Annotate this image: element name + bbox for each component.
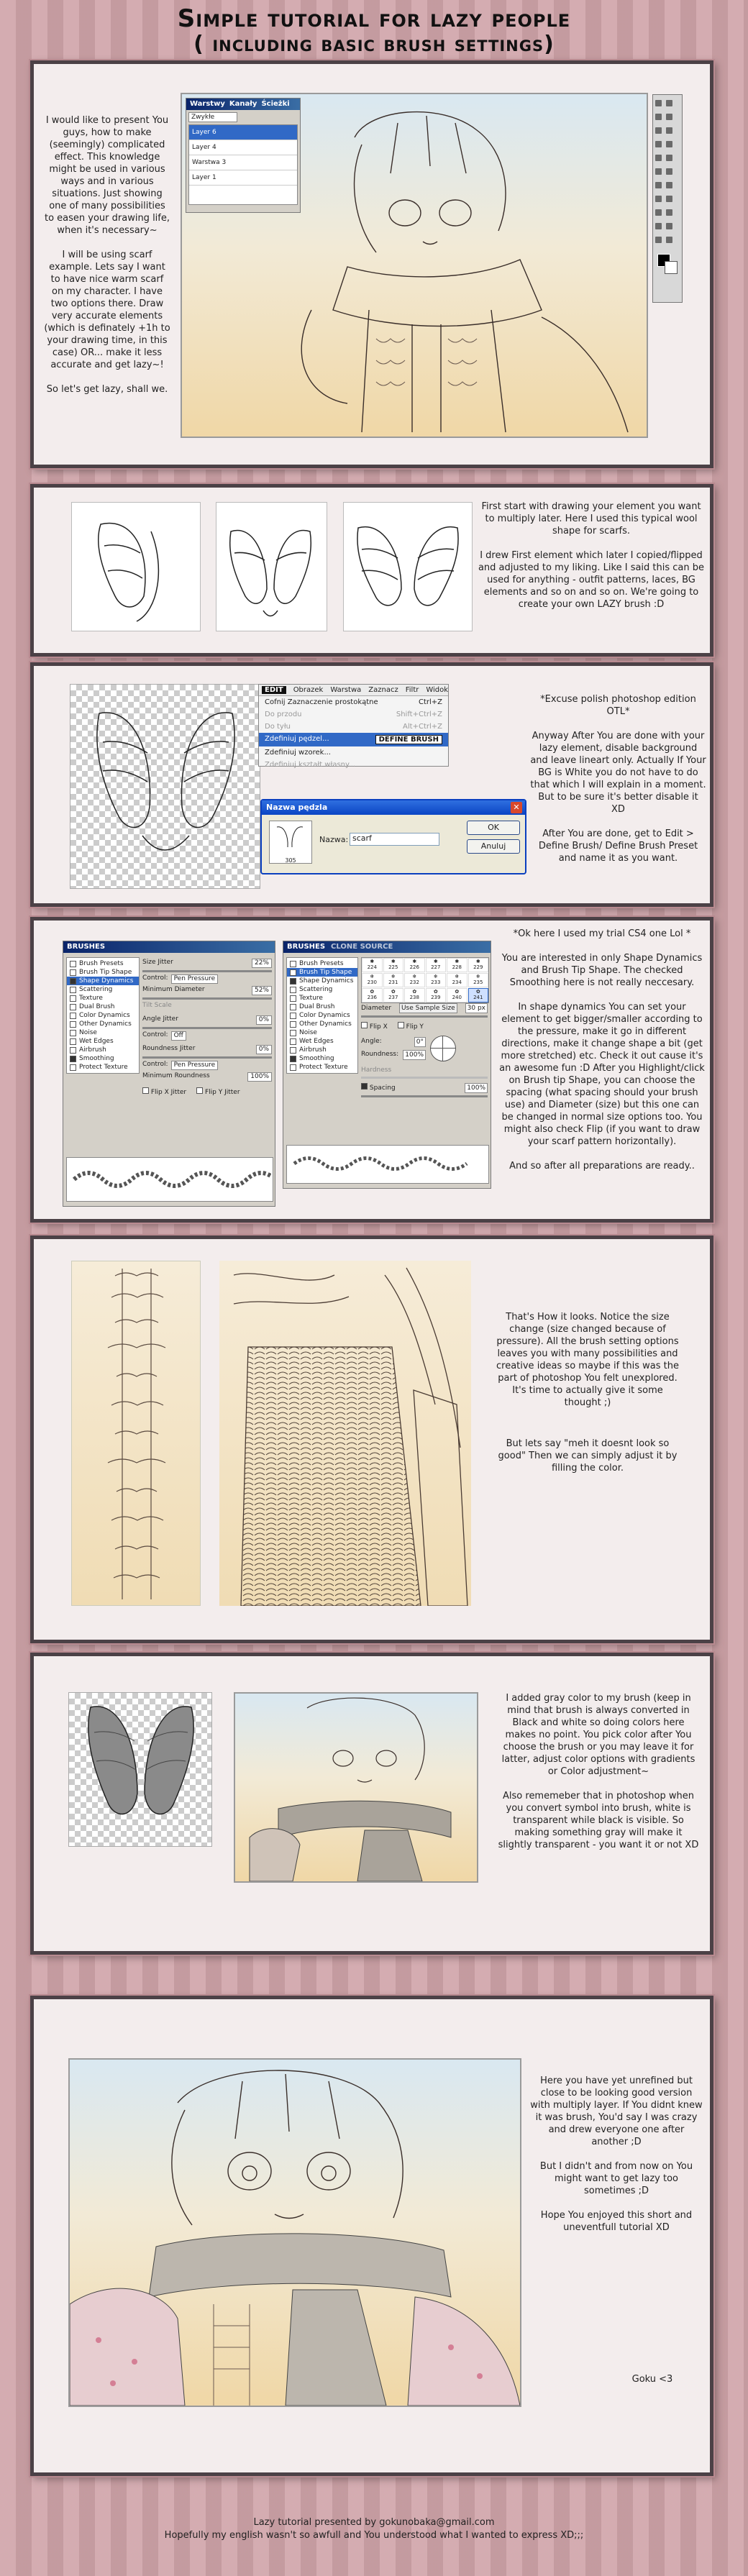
brush-stroke-preview [66,1157,273,1202]
edit-menu-label[interactable]: EDIT [262,686,286,694]
brush-name-input[interactable]: scarf [350,833,439,846]
brush-stroke-sample [71,1261,201,1606]
menu-item-define-brush[interactable]: Zdefiniuj pędzel... DEFINE BRUSH [259,733,448,746]
final-artwork [68,2058,521,2407]
diameter-slider[interactable] [361,1015,488,1018]
size-jitter-slider[interactable] [142,970,272,972]
footer-credit: Lazy tutorial presented by gokunobaka@gmail.com [253,2517,495,2528]
diameter-value[interactable]: 30 px [465,1003,488,1013]
define-paragraph-2: Anyway After You are done with your lazy element, disable background and leave lineart only. Actually If Your BG is White you do not have to do that which I will explain in a moment. But to be sure it's better disable it XD [530,731,706,815]
hand-tool-icon[interactable] [655,237,662,243]
gradient-tool-icon[interactable] [666,168,672,175]
brush-tip-grid [361,957,489,1003]
roundness-value[interactable]: 100% [403,1050,426,1060]
gray-paragraph-2: Also rememeber that in photoshop when you convert symbol into brush, white is transparent while black is visible. So making something gray will make it slightly transparent - you want it or not XD [498,1791,699,1850]
layer-row[interactable]: Layer 6 [189,125,297,140]
angle-jitter-slider[interactable] [142,1027,272,1029]
page-subtitle: ( including basic brush settings) [193,32,555,57]
scattering-item[interactable]: Scattering [287,985,357,994]
view-menu[interactable]: Widok [426,686,449,694]
brushes-tab[interactable]: BRUSHES [287,943,326,951]
brush-settings-text [498,928,706,1184]
menu-item-step-forward[interactable]: Do przodu Shift+Ctrl+Z [265,711,442,718]
wet-edges-item[interactable]: Wet Edges [67,1037,139,1046]
channels-tab[interactable]: Kanały [229,100,257,108]
paths-tab[interactable]: Ścieżki [261,100,290,108]
flip-y-checkbox[interactable]: Flip Y [398,1022,424,1031]
dodge-tool-icon[interactable] [666,182,672,188]
section-brush-result [30,1236,713,1643]
result-text [494,1311,681,1486]
photoshop-toolbox [652,94,683,303]
define-paragraph-1: *Excuse polish photoshop edition OTL* [540,694,696,717]
notes-tool-icon[interactable] [655,223,662,229]
section-brush-settings [30,917,713,1223]
brush-options-list [66,957,140,1074]
settings-paragraph-1: *Ok here I used my trial CS4 one Lol * [513,928,691,939]
gray-paragraph-1: I added gray color to my brush (keep in mind that brush is always converted in Black and white so doing colors here makes no point. You pick color after You choose the brush or you may leave it for latter, adjust color options with gradients or Color adjustment~ [501,1693,695,1777]
texture-item[interactable]: Texture [287,994,357,1002]
zoom-tool-icon[interactable] [666,237,672,243]
result-paragraph-2: But lets say "meh it doesnt look so good" Then we can simply adjust it by filling the color. [498,1438,678,1474]
wand-tool-icon[interactable] [666,114,672,120]
menu-item-undo[interactable]: Cofnij Zaznaczenie prostokątne Ctrl+Z [265,698,442,706]
section-gray-fill [30,1653,713,1955]
marquee-tool-icon[interactable] [666,100,672,106]
draw-paragraph-1: First start with drawing your element you want to multiply later. Here I used this typical wool shape for scarfs. [481,501,701,536]
brush-name-dialog [260,799,526,874]
filter-menu[interactable]: Filtr [405,686,419,694]
layer-row[interactable]: Warstwa 3 [189,155,297,170]
draw-element-text [476,501,706,623]
brush-tip-thumb[interactable]: ✿ 236 [362,988,383,1002]
close-icon[interactable]: ✕ [511,802,522,813]
shape-dynamics-controls: Size Jitter 22% Control: Pen Pressure Minimum Diameter 52% Tilt Scale Angle Jitter 0% Control: Off Roundness Jitter 0% Control: Pen Pressure Minimum Roundness 100% Flip X Jitter Flip Y Jitter [142,959,272,1097]
section-define-brush [30,662,713,907]
page-title: Simple tutorial for lazy people [177,4,571,33]
menu-item-step-back[interactable]: Do tyłu Alt+Ctrl+Z [265,723,442,731]
settings-paragraph-4: And so after all preparations are ready.. [509,1161,695,1171]
brush-tip-thumb[interactable]: ✱ 229 [468,958,489,972]
brush-tip-thumb[interactable]: ❄ 231 [383,973,404,987]
angle-jitter-value[interactable]: 0% [256,1015,272,1025]
signature: Goku <3 [631,2374,673,2385]
airbrush-item[interactable]: Airbrush [287,1046,357,1054]
pen-tool-icon[interactable] [655,196,662,202]
define-paragraph-3: After You are done, get to Edit > Define Brush/ Define Brush Preset and name it as you want. [538,828,698,864]
slice-tool-icon[interactable] [666,127,672,134]
roundness-jitter-value[interactable]: 0% [256,1045,272,1054]
dual-brush-item[interactable]: Dual Brush [67,1002,139,1011]
other-dynamics-item[interactable]: Other Dynamics [67,1020,139,1028]
brush-tip-shape-item[interactable]: Brush Tip Shape [287,968,357,977]
brush-presets-item[interactable]: Brush Presets [67,959,139,968]
layers-tab[interactable]: Warstwy [190,100,225,108]
brush-tip-thumb[interactable]: ✱ 226 [404,958,425,972]
final-paragraph-3: Hope You enjoyed this short and uneventfull tutorial XD [540,2210,693,2233]
brushes-panel-tip-shape [283,941,491,1189]
define-brush-text [530,693,706,877]
dual-brush-item[interactable]: Dual Brush [287,1002,357,1011]
wet-edges-item[interactable]: Wet Edges [287,1037,357,1046]
flip-x-checkbox[interactable]: Flip X [361,1022,388,1031]
intro-paragraph-1: I would like to present You guys, how to make (seemingly) complicated effect. This knowledge might be used in various ways and in various situations. Just showing one of many possibilities to easen your drawing life, when it's necessary~ [44,115,170,236]
eraser-tool-icon[interactable] [655,168,662,175]
background-color-swatch[interactable] [665,261,678,274]
brush-tip-thumb[interactable]: ❄ 235 [468,973,489,987]
image-menu[interactable]: Obrazek [293,686,324,694]
minimum-diameter-value[interactable]: 52% [252,986,272,995]
brush-tip-thumb[interactable]: ✱ 227 [426,958,447,972]
flip-y-jitter-checkbox[interactable]: Flip Y Jitter [196,1087,240,1097]
roundness-jitter-slider[interactable] [142,1056,272,1059]
section-draw-element [30,484,713,657]
angle-roundness-dial[interactable] [430,1036,456,1061]
size-control-select[interactable]: Pen Pressure [171,974,219,984]
brush-tip-thumb[interactable]: ✿ 239 [426,988,447,1002]
ok-button[interactable]: OK [467,821,520,835]
angle-control-select[interactable]: Off [171,1031,186,1041]
color-dynamics-item[interactable]: Color Dynamics [287,1011,357,1020]
brush-tip-thumb[interactable]: ❄ 233 [426,973,447,987]
texture-item[interactable]: Texture [67,994,139,1002]
tip-shape-controls: Diameter Use Sample Size 30 px Flip X Flip Y Angle: 0° Roundness: 100% Hardness Spacing 100% [361,1003,488,1100]
section-final-result [30,1996,713,2476]
gray-filled-element [68,1692,212,1847]
tip-options-list [286,957,358,1074]
intro-paragraph-3: So let's get lazy, shall we. [46,384,168,395]
layers-panel [186,98,301,213]
element-sketch-1 [71,502,201,631]
shape-dynamics-item[interactable]: Shape Dynamics [67,977,139,985]
brush-tip-thumb[interactable]: ✿ 240 [447,988,468,1002]
stamp-tool-icon[interactable] [655,155,662,161]
cancel-button[interactable]: Anuluj [467,839,520,854]
spacing-value[interactable]: 100% [465,1083,488,1093]
noise-item[interactable]: Noise [67,1028,139,1037]
eyedropper-tool-icon[interactable] [666,223,672,229]
use-sample-size-button[interactable]: Use Sample Size [399,1003,457,1013]
minimum-diameter-slider[interactable] [142,997,272,1000]
draw-paragraph-2: I drew First element which later I copied/flipped and adjusted to my liking. Like I said this can be used for anything - outfit patterns, laces, BG elements and so on and so on. We're going to create your own LAZY brush :D [478,550,705,610]
settings-paragraph-3: In shape dynamics You can set your element to get bigger/smaller according to the pressure, make it go in different directions, make it change shape a bit (get more stretched) etc. Check it out cause it's an awesome fun :D After you Highlight/click on Brush tip Shape, you can choose the spacing (what spacing should your brush use) and Diameter (size) but this one can be changed in normal size options too. You might also check Flip (if you want to draw your scarf pattern horizontally). [499,1002,705,1147]
brush-tip-thumb[interactable]: ✱ 228 [447,958,468,972]
brush-tip-shape-item[interactable]: Brush Tip Shape [67,968,139,977]
brush-tip-thumb[interactable]: ❄ 232 [404,973,425,987]
angle-value[interactable]: 0° [414,1037,426,1047]
shape-tool-icon[interactable] [666,209,672,216]
protect-texture-item[interactable]: Protect Texture [67,1063,139,1072]
path-tool-icon[interactable] [655,209,662,216]
smoothing-item[interactable]: Smoothing [287,1054,357,1063]
blur-tool-icon[interactable] [655,182,662,188]
lasso-tool-icon[interactable] [655,114,662,120]
gray-fill-text [498,1692,699,1863]
final-paragraph-1: Here you have yet unrefined but close to be looking good version with multiply layer. If You didnt knew it was brush, You'd say I was crazy and drew everyone one after another ;D [530,2075,703,2147]
tip-stroke-preview [286,1145,489,1184]
brush-tip-thumb[interactable]: ❄ 234 [447,973,468,987]
flip-x-jitter-checkbox[interactable]: Flip X Jitter [142,1087,186,1097]
crop-tool-icon[interactable] [655,127,662,134]
size-jitter-value[interactable]: 22% [252,959,272,968]
menu-item-define-pattern[interactable]: Zdefiniuj wzorek... [265,749,331,757]
protect-texture-item[interactable]: Protect Texture [287,1063,357,1072]
scattering-item[interactable]: Scattering [67,985,139,994]
brush-name-label: Nazwa: [319,835,349,844]
element-sketch-2 [216,502,327,631]
minimum-roundness-value[interactable]: 100% [247,1072,272,1082]
scarf-brush-artwork [219,1261,471,1606]
menu-item-define-shape[interactable]: Zdefiniuj kształt własny... [265,761,356,769]
intro-artwork [181,93,648,438]
smoothing-item[interactable]: Smoothing [67,1054,139,1063]
result-paragraph-1: That's How it looks. Notice the size change (size changed because of pressure). All the brush setting options leaves you with many possibilities and creative ideas so maybe if this was the part of photoshop You felt unexplored. It's time to actually give it some thought ;) [496,1312,679,1408]
brush-tip-thumb[interactable]: ✿ 237 [383,988,404,1002]
type-tool-icon[interactable] [666,196,672,202]
brush-tip-thumb[interactable]: ✱ 224 [362,958,383,972]
spacing-slider[interactable] [361,1095,488,1097]
shape-dynamics-item[interactable]: Shape Dynamics [287,977,357,985]
brush-tip-thumb[interactable]: ✱ 225 [383,958,404,972]
other-dynamics-item[interactable]: Other Dynamics [287,1020,357,1028]
footer-note: Hopefully my english wasn't so awfull and You understood what I wanted to express XD;;; [164,2530,584,2541]
select-menu[interactable]: Zaznacz [368,686,398,694]
heal-tool-icon[interactable] [655,141,662,147]
final-paragraph-2: But I didn't and from now on You might want to get lazy too sometimes ;D [539,2161,693,2196]
spacing-checkbox[interactable]: Spacing [361,1083,396,1093]
brush-presets-item[interactable]: Brush Presets [287,959,357,968]
section-intro [30,60,713,468]
brush-name-dialog-title: Nazwa pędzla [262,800,525,815]
intro-text [44,114,170,408]
layers-list [188,124,298,205]
roundness-control-select[interactable]: Pen Pressure [171,1061,219,1070]
layer-row[interactable]: Layer 4 [189,140,297,155]
define-brush-callout: DEFINE BRUSH [375,735,442,744]
color-dynamics-item[interactable]: Color Dynamics [67,1011,139,1020]
brushes-panel-shape-dynamics: BRUSHES Brush Presets Brush Tip Shape Shape Dynamics Scattering Texture Dual Brush Color Dynamics Other Dynamics Noise Wet Edges Airbrush Smoothing Protect Texture Size Jitter 22% Control: Pen Pressure Minimum Diameter 52% Tilt Scale Angle Jitter 0% Control: Off Roundness Jitter 0% Control: Pen Pressure Minimum Roundness 100% Flip X Jitter Flip Y Jitter [63,941,275,1207]
hardness-slider[interactable] [361,1077,488,1079]
brush-tip-thumb-selected[interactable]: ✿ 241 [468,988,489,1002]
edit-menu [258,684,449,767]
transparent-element-canvas [70,684,260,889]
move-tool-icon[interactable] [655,100,662,106]
brush-thumbnail: 305 [269,821,312,864]
layer-menu[interactable]: Warstwa [330,686,362,694]
blend-mode-select[interactable]: Zwykłe [188,112,237,122]
final-text [530,2075,703,2246]
clone-source-tab[interactable]: CLONE SOURCE [331,943,393,951]
layer-row[interactable]: Layer 1 [189,170,297,186]
element-sketch-3 [343,502,473,631]
brush-tip-thumb[interactable]: ❄ 230 [362,973,383,987]
gray-scarf-artwork [234,1692,478,1883]
settings-paragraph-2: You are interested in only Shape Dynamics and Brush Tip Shape. The checked Smoothing here is not really neccesary. [501,953,703,988]
history-tool-icon[interactable] [666,155,672,161]
intro-paragraph-2: I will be using scarf example. Lets say I want to have nice warm scarf on my character. I have two options there. Draw very accurate elements (which is definately +1h to your drawing time, in this case) OR... make it less accurate and get lazy~! [44,250,170,370]
noise-item[interactable]: Noise [287,1028,357,1037]
airbrush-item[interactable]: Airbrush [67,1046,139,1054]
brush-tool-icon[interactable] [666,141,672,147]
brush-tip-thumb[interactable]: ✿ 238 [404,988,425,1002]
